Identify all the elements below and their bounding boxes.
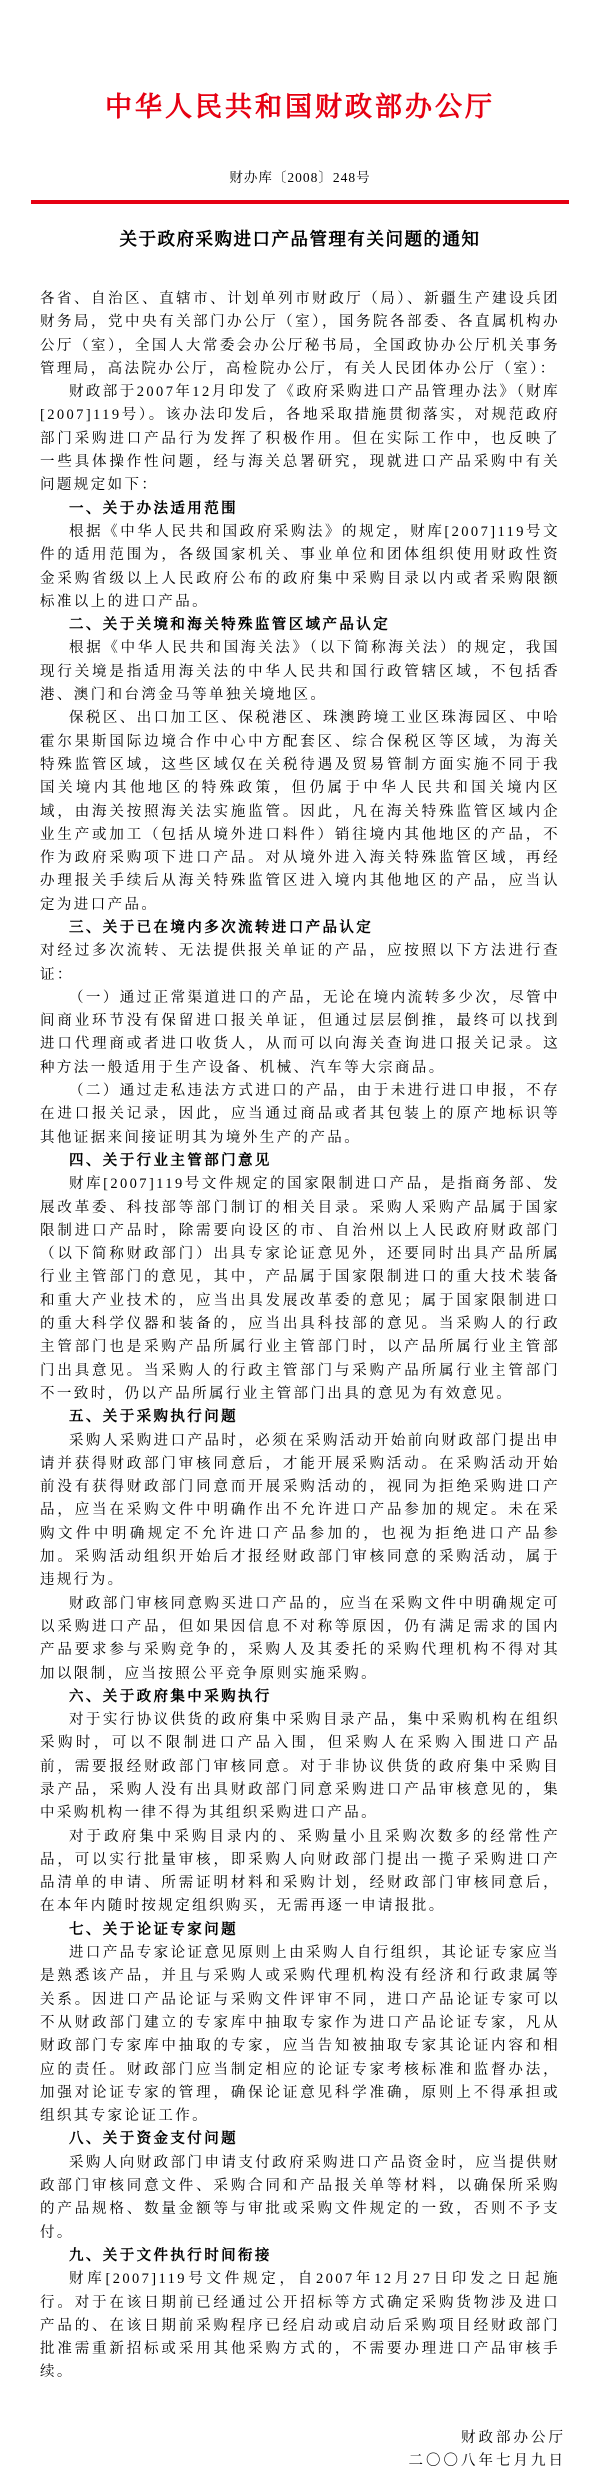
signature-date: 二〇〇八年七月九日 bbox=[408, 2453, 566, 2469]
section-6-paragraph-1: 对于实行协议供货的政府集中采购目录产品，集中采购机构在组织采购时，可以不限制进口产品入围，但采购人在采购入围进口产品前，需要报经财政部门审核同意。对于非协议供货的政府集中采购目录产品，采购人没有出具财政部门同意采购进口产品审核意见的，集中采购机构一律不得为其组织采购进口产品。 bbox=[40, 1712, 560, 1822]
section-3-heading: 三、关于已在境内多次流转进口产品认定 bbox=[69, 920, 374, 936]
section-7-paragraph-1: 进口产品专家论证意见原则上由采购人自行组织，其论证专家应当是熟悉该产品，并且与采购人或采购代理机构没有经济和行政隶属等关系。因进口产品论证与采购文件评审不同，进口产品论证专家可以不从财政部门建立的专家库中抽取专家作为进口产品论证专家，凡从财政部门专家库中抽取的专家，应当告知被抽取专家其论证内容和相应的责任。财政部门应当制定相应的论证专家考核标准和监督办法，加强对论证专家的管理，确保论证意见科学准确，原则上不得承担或组织其专家论证工作。 bbox=[40, 1945, 560, 2125]
section-8-paragraph-1: 采购人向财政部门申请支付政府采购进口产品资金时，应当提供财政部门审核同意文件、采购合同和产品报关单等材料，以确保所采购的产品规格、数量金额等与审批或采购文件规定的一致，否则不予支付。 bbox=[40, 2154, 560, 2241]
section-4-heading: 四、关于行业主管部门意见 bbox=[69, 1152, 272, 1169]
section-3-paragraph-1: 对经过多次流转、无法提供报关单证的产品，应按照以下方法进行查证： bbox=[40, 943, 560, 983]
section-5-heading: 五、关于采购执行问题 bbox=[69, 1409, 238, 1426]
section-2-paragraph-1: 根据《中华人民共和国海关法》（以下简称海关法）的规定，我国现行关境是指适用海关法的中华人民共和国行政管辖区域，不包括香港、澳门和台湾金马等单独关境地区。 bbox=[40, 640, 560, 704]
issuing-org-title: 中华人民共和国财政部办公厅 bbox=[105, 92, 495, 122]
document-body bbox=[40, 288, 560, 2385]
section-6-paragraph-2: 对于政府集中采购目录内的、采购量小且采购次数多的经常性产品，可以实行批量审核，即采购人向财政部门提出一揽子采购进口产品清单的申请、所需证明材料和采购计划，经财政部门审核同意后，在本年内随时按规定组织购买，无需再逐一申请报批。 bbox=[40, 1828, 560, 1915]
section-1-paragraph-1: 根据《中华人民共和国政府采购法》的规定，财库[2007]119号文件的适用范围为，各级国家机关、事业单位和团体组织使用财政性资金采购省级以上人民政府公布的政府集中采购目录以内或者采购限额标准以上的进口产品。 bbox=[40, 523, 560, 610]
section-3-paragraph-2: （一）通过正常渠道进口的产品，无论在境内流转多少次，尽管中间商业环节没有保留进口报关单证，但通过层层倒推，最终可以找到进口代理商或者进口收货人，从而可以向海关查询进口报关记录。这种方法一般适用于生产设备、机械、汽车等大宗商品。 bbox=[40, 989, 560, 1076]
red-divider bbox=[31, 200, 569, 204]
section-2-heading: 二、关于关境和海关特殊监管区域产品认定 bbox=[69, 617, 391, 634]
section-8-heading: 八、关于资金支付问题 bbox=[69, 2131, 238, 2148]
signature-org: 财政部办公厅 bbox=[461, 2429, 566, 2446]
section-9-paragraph-1: 财库[2007]119号文件规定，自2007年12月27日印发之日起施行。对于在该日期前已经通过公开招标等方式确定采购货物涉及进口产品的、在该日期前采购程序已经启动或启动后采购项目经财政部门批准需重新招标或采用其他采购方式的，不需要办理进口产品审核手续。 bbox=[40, 2271, 560, 2381]
document-number: 财办库〔2008〕248号 bbox=[229, 170, 371, 186]
section-5-paragraph-1: 采购人采购进口产品时，必须在采购活动开始前向财政部门提出申请并获得财政部门审核同意后，才能开展采购活动。在采购活动开始前没有获得财政部门同意而开展采购活动的，视同为拒绝采购进口产品，应当在采购文件中明确作出不允许进口产品参加的规定。未在采购文件中明确规定不允许进口产品参加的，也视为拒绝进口产品参加。采购活动组织开始后才报经财政部门审核同意的采购活动，属于违规行为。 bbox=[40, 1432, 560, 1589]
document-title: 关于政府采购进口产品管理有关问题的通知 bbox=[119, 229, 481, 250]
section-3-paragraph-3: （二）通过走私违法方式进口的产品，由于未进行进口申报，不存在进口报关记录，因此，应当通过商品或者其包装上的原产地标识等其他证据来间接证明其为境外生产的产品。 bbox=[40, 1083, 560, 1146]
section-7-heading: 七、关于论证专家问题 bbox=[69, 1921, 238, 1938]
section-9-heading: 九、关于文件执行时间衔接 bbox=[69, 2247, 272, 2264]
section-5-paragraph-2: 财政部门审核同意购买进口产品的，应当在采购文件中明确规定可以采购进口产品，但如果因信息不对称等原因，仍有满足需求的国内产品要求参与采购竞争的，采购人及其委托的采购代理机构不得对其加以限制，应当按照公平竞争原则实施采购。 bbox=[40, 1595, 560, 1682]
salutation-paragraph: 各省、自治区、直辖市、计划单列市财政厅（局）、新疆生产建设兵团财务局，党中央有关部门办公厅（室），国务院各部委、各直属机构办公厅（室），全国人大常委会办公厅秘书局，全国政协办公厅机关事务管理局，高法院办公厅，高检院办公厅，有关人民团体办公厅（室）： bbox=[40, 290, 560, 377]
section-1-heading: 一、关于办法适用范围 bbox=[69, 500, 238, 517]
section-6-heading: 六、关于政府集中采购执行 bbox=[69, 1688, 272, 1705]
section-4-paragraph-1: 财库[2007]119号文件规定的国家限制进口产品，是指商务部、发展改革委、科技部等部门制订的相关目录。采购人采购产品属于国家限制进口产品时，除需要向设区的市、自治州以上人民政府财政部门（以下简称财政部门）出具专家论证意见外，还要同时出具产品所属行业主管部门的意见，其中，产品属于国家限制进口的重大技术装备和重大产业技术的，应当出具发展改革委的意见；属于国家限制进口的重大科学仪器和装备的，应当出具科技部的意见。当采购人的行政主管部门也是采购产品所属行业主管部门时，以产品所属行业主管部门出具意见。当采购人的行政主管部门与采购产品所属行业主管部门不一致时，仍以产品所属行业主管部门出具的意见为有效意见。 bbox=[40, 1176, 560, 1402]
intro-paragraph: 财政部于2007年12月印发了《政府采购进口产品管理办法》（财库[2007]119号）。该办法印发后，各地采取措施贯彻落实，对规范政府部门采购进口产品行为发挥了积极作用。但在实际工作中，也反映了一些具体操作性问题，经与海关总署研究，现就进口产品采购中有关问题规定如下： bbox=[40, 384, 560, 494]
section-2-paragraph-2: 保税区、出口加工区、保税港区、珠澳跨境工业区珠海园区、中哈霍尔果斯国际边境合作中心中方配套区、综合保税区等区域，为海关特殊监管区域，这些区域仅在关税待遇及贸易管制方面实施不同于我国关境内其他地区的特殊政策，但仍属于中华人民共和国关境内区域，由海关按照海关法实施监管。因此，凡在海关特殊监管区域内企业生产或加工（包括从境外进口料件）销往境内其他地区的产品，不作为政府采购项下进口产品。对从境外进入海关特殊监管区域，再经办理报关手续后从海关特殊监管区进入境内其他地区的产品，应当认定为进口产品。 bbox=[40, 710, 560, 913]
signature-block bbox=[40, 2427, 566, 2473]
